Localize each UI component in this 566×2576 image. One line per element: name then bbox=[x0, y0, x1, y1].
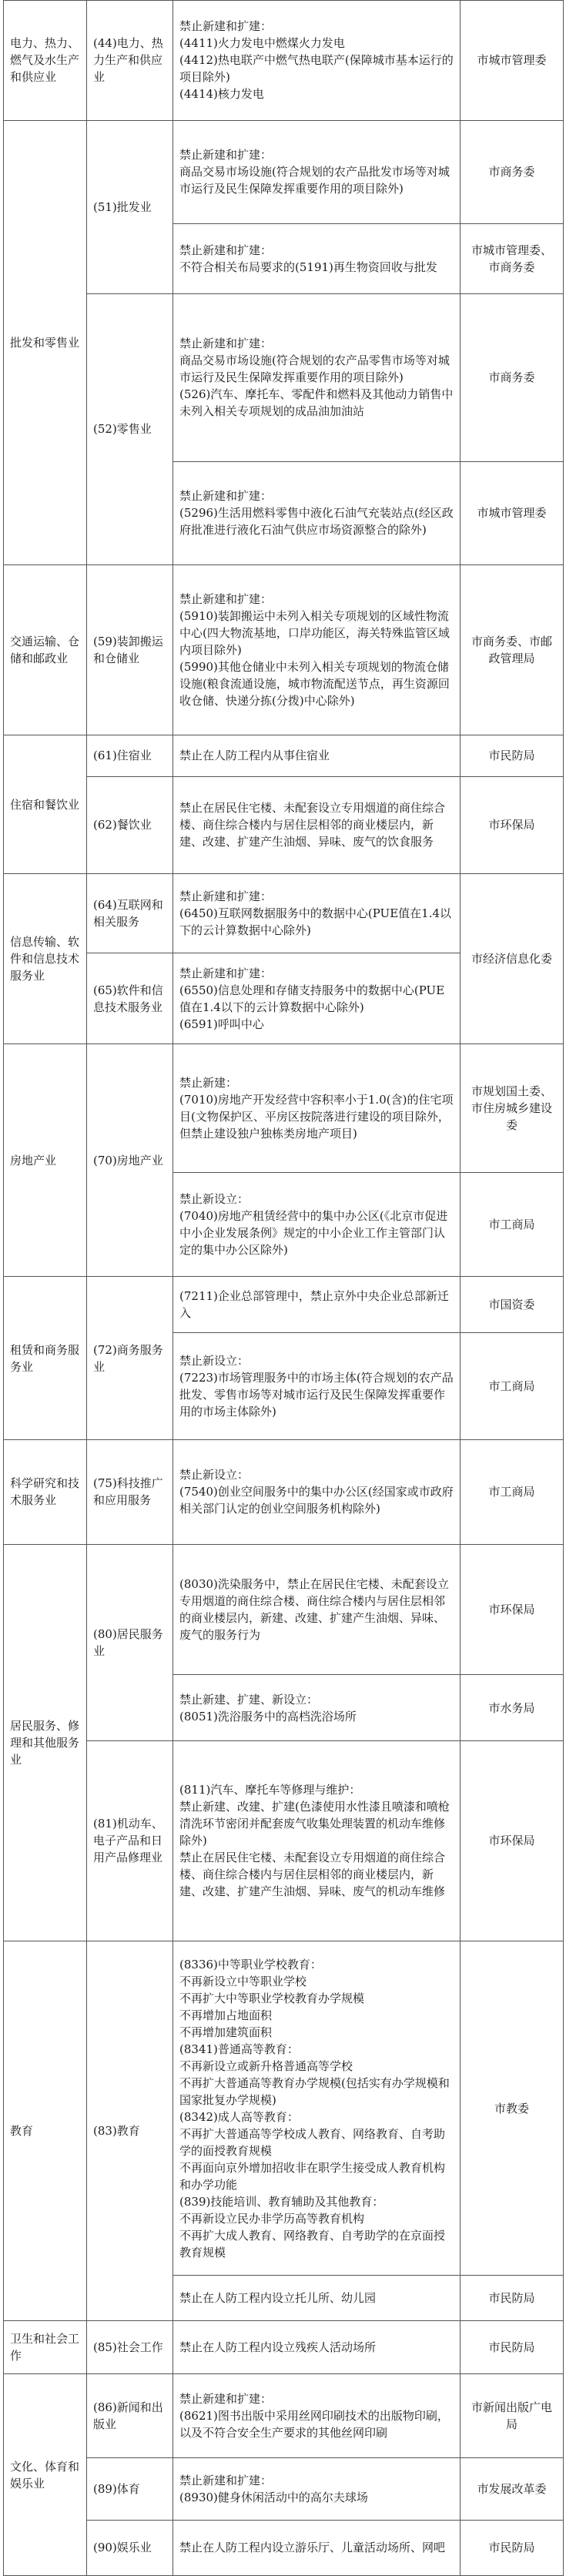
measure-line: (7540)创业空间服务中的集中办公区(经国家或市政府相关部门认定的创业空间服务机构除外) bbox=[179, 1485, 454, 1516]
measure-line: 禁止在人防工程内从事住宿业 bbox=[179, 749, 330, 763]
dept-cell bbox=[461, 776, 564, 874]
industry-label: 信息传输、软件和信息技术服务业 bbox=[10, 935, 80, 983]
table-row bbox=[4, 1276, 564, 1332]
dept-cell bbox=[461, 461, 564, 564]
class-cell bbox=[87, 120, 173, 293]
class-label: (90)娱乐业 bbox=[93, 2541, 152, 2555]
measure-cell bbox=[173, 461, 461, 564]
measure-line: 禁止在人防工程内设立托儿所、幼儿园 bbox=[179, 2291, 377, 2306]
measure-line: 不再面向京外增加招收非在职学生接受成人教育机构和办学功能 bbox=[179, 2160, 446, 2192]
measure-line: 商品交易市场设施(符合规划的农产品零售市场等对城市运行及民生保障发挥重要作用的项目除外) bbox=[179, 353, 450, 385]
measure-line: 禁止新设立： bbox=[179, 1354, 250, 1368]
industry-cell bbox=[4, 1941, 87, 2321]
table-row bbox=[4, 2321, 564, 2374]
measure-line: (7211)企业总部管理中，禁止京外中央企业总部新迁入 bbox=[179, 1288, 449, 1320]
industry-label: 批发和零售业 bbox=[10, 335, 80, 350]
measure-cell bbox=[173, 1675, 461, 1741]
measure-line: 禁止新建和扩建： bbox=[179, 2474, 273, 2488]
dept-cell bbox=[461, 1941, 564, 2276]
dept-label: 市经济信息化委 bbox=[471, 952, 552, 966]
measure-cell bbox=[173, 1544, 461, 1675]
class-label: (70)房地产业 bbox=[93, 1153, 163, 1167]
measure-line: (8342)成人高等教育： bbox=[179, 2109, 299, 2124]
table-row bbox=[4, 2458, 564, 2520]
dept-cell bbox=[461, 1440, 564, 1544]
table-row bbox=[4, 1044, 564, 1172]
class-cell bbox=[87, 1440, 173, 1544]
measure-line: (7010)房地产开发经营中容积率小于1.0(含)的住宅项目(文物保护区、平房区按院落进行建设的项目除外，但禁止建设独户独栋类房地产项目) bbox=[179, 1093, 454, 1141]
measure-cell bbox=[173, 1740, 461, 1941]
class-cell bbox=[87, 2321, 173, 2374]
class-cell bbox=[87, 1740, 173, 1941]
dept-label: 市工商局 bbox=[488, 1485, 535, 1499]
class-label: (86)新闻和出版业 bbox=[93, 2400, 163, 2432]
class-cell bbox=[87, 2458, 173, 2520]
industry-cell bbox=[4, 564, 87, 735]
class-label: (59)装卸搬运和仓储业 bbox=[93, 634, 163, 665]
measure-line: 不再扩大普通高等学校成人教育、网络教育、自考助学的面授教育规模 bbox=[179, 2126, 446, 2158]
measure-cell bbox=[173, 1, 461, 121]
dept-label: 市工商局 bbox=[488, 1217, 535, 1231]
measure-line: (8051)洗浴服务中的高档洗浴场所 bbox=[179, 1709, 357, 1723]
measure-line: 不再扩大中等职业学校教育办学规模 bbox=[179, 1991, 365, 2005]
measure-cell bbox=[173, 1440, 461, 1544]
table-row bbox=[4, 293, 564, 461]
dept-label: 市商务委 bbox=[488, 370, 535, 385]
dept-cell bbox=[461, 2458, 564, 2520]
measure-line: 禁止新建和扩建： bbox=[179, 243, 273, 257]
dept-cell bbox=[461, 1675, 564, 1741]
dept-label: 市民防局 bbox=[488, 2340, 535, 2355]
class-label: (89)体育 bbox=[93, 2482, 140, 2497]
measure-line: (526)汽车、摩托车、零配件和燃料及其他动力销售中未列入相关专项规划的成品油加油站 bbox=[179, 387, 454, 419]
class-cell bbox=[87, 1544, 173, 1740]
measure-line: (8336)中等职业学校教育： bbox=[179, 1957, 322, 1971]
table-row bbox=[4, 1941, 564, 2276]
industry-cell bbox=[4, 120, 87, 564]
class-label: (80)居民服务业 bbox=[93, 1626, 163, 1658]
dept-label: 市环保局 bbox=[488, 1602, 535, 1616]
dept-label: 市环保局 bbox=[488, 1834, 535, 1848]
dept-label: 市城市管理委 bbox=[477, 506, 547, 521]
dept-label: 市发展改革委 bbox=[477, 2482, 547, 2497]
measure-line: 禁止新建和扩建： bbox=[179, 966, 273, 980]
measure-line: 商品交易市场设施(符合规划的农产品批发市场等对城市运行及民生保障发挥重要作用的项目除外) bbox=[179, 165, 450, 196]
industry-label: 房地产业 bbox=[10, 1153, 57, 1167]
industry-label: 教育 bbox=[10, 2124, 34, 2138]
class-label: (64)互联网和相关服务 bbox=[93, 898, 163, 930]
dept-cell bbox=[461, 735, 564, 777]
table-row bbox=[4, 120, 564, 223]
class-label: (52)零售业 bbox=[93, 422, 152, 437]
measure-cell bbox=[173, 1172, 461, 1276]
class-label: (62)餐饮业 bbox=[93, 818, 152, 832]
measure-cell bbox=[173, 1941, 461, 2276]
measure-line: 禁止新建和扩建： bbox=[179, 148, 273, 162]
measure-line: 禁止新建和扩建： bbox=[179, 591, 273, 606]
industry-cell bbox=[4, 735, 87, 874]
measure-line: (811)汽车、摩托车等修理与维护： bbox=[179, 1783, 361, 1797]
industry-cell bbox=[4, 1544, 87, 1941]
measure-line: 不再扩大成人教育、网络教育、自考助学的在京面授教育规模 bbox=[179, 2228, 446, 2259]
dept-label: 市教委 bbox=[494, 2101, 529, 2115]
class-label: (51)批发业 bbox=[93, 199, 152, 214]
class-label: (65)软件和信息技术服务业 bbox=[93, 983, 163, 1014]
measure-line: (8930)健身休闲活动中的高尔夫球场 bbox=[179, 2491, 368, 2505]
measure-line: (4411)火力发电中燃煤火力发电 bbox=[179, 36, 345, 51]
industry-label: 居民服务、修理和其他服务业 bbox=[10, 1718, 80, 1767]
measure-cell bbox=[173, 1276, 461, 1332]
measure-cell bbox=[173, 1332, 461, 1440]
measure-cell bbox=[173, 735, 461, 777]
measure-line: (7223)市场管理服务中的市场主体(符合规划的农产品批发、零售市场等对城市运行及民生保障发挥重要作用的市场主体除外) bbox=[179, 1371, 454, 1419]
class-cell bbox=[87, 874, 173, 953]
class-label: (85)社会工作 bbox=[93, 2340, 163, 2355]
dept-cell bbox=[461, 1332, 564, 1440]
dept-label: 市商务委 bbox=[488, 165, 535, 179]
dept-cell bbox=[461, 1, 564, 121]
measure-line: (6550)信息处理和存储支持服务中的数据中心(PUE值在1.4以下的云计算数据中心除外) bbox=[179, 983, 445, 1014]
table-row bbox=[4, 564, 564, 735]
measure-line: 禁止新设立： bbox=[179, 1191, 250, 1206]
industry-label: 科学研究和技术服务业 bbox=[10, 1476, 80, 1508]
measure-line: 禁止新建和扩建： bbox=[179, 337, 273, 351]
dept-cell bbox=[461, 2321, 564, 2374]
dept-label: 市环保局 bbox=[488, 818, 535, 832]
class-label: (83)教育 bbox=[93, 2124, 140, 2138]
dept-label: 市新闻出版广电局 bbox=[471, 2400, 552, 2432]
measure-line: (6591)呼叫中心 bbox=[179, 1017, 264, 1031]
dept-label: 市水务局 bbox=[488, 1700, 535, 1715]
table-row bbox=[4, 776, 564, 874]
measure-cell bbox=[173, 874, 461, 953]
dept-cell bbox=[461, 223, 564, 293]
dept-label: 市城市管理委 bbox=[477, 53, 547, 68]
class-label: (61)住宿业 bbox=[93, 749, 152, 763]
measure-line: (5296)生活用燃料零售中液化石油气充装站点(经区政府批准进行液化石油气供应市场资源整合的除外) bbox=[179, 506, 454, 538]
dept-cell bbox=[461, 874, 564, 1044]
table-row bbox=[4, 1544, 564, 1675]
class-label: (72)商务服务业 bbox=[93, 1342, 163, 1374]
measure-cell bbox=[173, 2458, 461, 2520]
class-cell bbox=[87, 293, 173, 564]
measure-line: (5990)其他仓储业中未列入相关专项规划的物流仓储设施(粮食流通设施，城市物流配送节点，再生资源回收仓储、快递分拣(分拨)中心除外) bbox=[179, 659, 450, 708]
measure-line: (5910)装卸搬运中未列入相关专项规划的区域性物流中心(四大物流基地，口岸功能区，海关特殊监管区域内项目除外) bbox=[179, 608, 450, 657]
industry-cell bbox=[4, 1044, 87, 1277]
measure-line: (839)技能培训、教育辅助及其他教育： bbox=[179, 2194, 384, 2209]
measure-line: 禁止在居民住宅楼、未配套设立专用烟道的商住综合楼、商住综合楼内与居住层相邻的商业楼层内，新建、改建、扩建产生油烟、异味、废气的机动车维修 bbox=[179, 1851, 446, 1899]
measure-line: 禁止在居民住宅楼、未配套设立专用烟道的商住综合楼、商住综合楼内与居住层相邻的商业楼层内，新建、改建、扩建产生油烟、异味、废气的饮食服务 bbox=[179, 801, 446, 849]
class-cell bbox=[87, 776, 173, 874]
dept-label: 市工商局 bbox=[488, 1379, 535, 1394]
class-cell bbox=[87, 1, 173, 121]
measure-line: 禁止新建和扩建： bbox=[179, 19, 273, 34]
measure-line: 禁止在人防工程内设立游乐厅、儿童活动场所、网吧 bbox=[179, 2541, 446, 2555]
industry-cell bbox=[4, 1276, 87, 1439]
dept-label: 市民防局 bbox=[488, 2291, 535, 2306]
industry-cell bbox=[4, 2321, 87, 2374]
measure-line: 禁止新建和扩建： bbox=[179, 2392, 273, 2407]
measure-line: 禁止新建和扩建： bbox=[179, 889, 273, 904]
measure-line: 不再增加建筑面积 bbox=[179, 2025, 273, 2039]
table-row bbox=[4, 735, 564, 777]
measure-line: 禁止新建、扩建、新设立： bbox=[179, 1692, 319, 1707]
measure-cell bbox=[173, 2520, 461, 2575]
measure-line: 禁止新建： bbox=[179, 1076, 238, 1090]
class-cell bbox=[87, 735, 173, 777]
class-label: (75)科技推广和应用服务 bbox=[93, 1476, 163, 1508]
measure-cell bbox=[173, 776, 461, 874]
dept-cell bbox=[461, 1740, 564, 1941]
measure-line: 禁止新设立： bbox=[179, 1468, 250, 1482]
measure-line: 不再扩大普通高等教育办学规模(包括实有办学规模和国家批复办学规模) bbox=[179, 2075, 450, 2107]
measure-line: (6450)互联网数据服务中的数据中心(PUE值在1.4以下的云计算数据中心除外) bbox=[179, 906, 452, 938]
industry-cell bbox=[4, 1440, 87, 1544]
industry-cell bbox=[4, 874, 87, 1044]
restriction-table bbox=[3, 0, 564, 2576]
table-row bbox=[4, 1, 564, 121]
measure-line: 禁止新建、改建、扩建(色漆使用水性漆且喷漆和喷枪清洗环节密闭并配套废气收集处理装置的机动车维修除外) bbox=[179, 1800, 450, 1848]
class-cell bbox=[87, 1276, 173, 1439]
industry-label: 住宿和餐饮业 bbox=[10, 797, 80, 812]
measure-line: 禁止在人防工程内设立残疾人活动场所 bbox=[179, 2340, 377, 2355]
industry-cell bbox=[4, 2374, 87, 2576]
class-cell bbox=[87, 2374, 173, 2458]
dept-label: 市民防局 bbox=[488, 749, 535, 763]
measure-line: 不再新设立民办非学历高等教育机构 bbox=[179, 2211, 365, 2226]
measure-cell bbox=[173, 2276, 461, 2321]
measure-line: (4414)核力发电 bbox=[179, 87, 264, 102]
dept-label: 市商务委、市邮政管理局 bbox=[471, 634, 552, 665]
measure-cell bbox=[173, 2374, 461, 2458]
measure-line: 不再新设立或新升格普通高等学校 bbox=[179, 2058, 353, 2073]
measure-line: (4412)热电联产中燃气热电联产(保障城市基本运行的项目除外) bbox=[179, 53, 454, 85]
table-row bbox=[4, 1740, 564, 1941]
dept-cell bbox=[461, 2374, 564, 2458]
measure-line: (8030)洗染服务中，禁止在居民住宅楼、未配套设立专用烟道的商住综合楼、商住综合楼内与居住层相邻的商业楼层内，新建、改建、扩建产生油烟、异味、废气的服务行为 bbox=[179, 1576, 449, 1642]
class-cell bbox=[87, 564, 173, 735]
class-cell bbox=[87, 2520, 173, 2575]
measure-cell bbox=[173, 564, 461, 735]
measure-line: 不符合相关布局要求的(5191)再生物资回收与批发 bbox=[179, 260, 437, 274]
measure-line: (7040)房地产租赁经营中的集中办公区(《北京市促进中小企业发展条例》规定的中小企业工作主管部门认定的集中办公区除外) bbox=[179, 1208, 448, 1257]
industry-label: 文化、体育和娱乐业 bbox=[10, 2459, 80, 2491]
dept-cell bbox=[461, 1544, 564, 1675]
class-label: (81)机动车、电子产品和日用产品修理业 bbox=[93, 1817, 163, 1865]
dept-cell bbox=[461, 2276, 564, 2321]
measure-cell bbox=[173, 120, 461, 223]
dept-cell bbox=[461, 1172, 564, 1276]
measure-cell bbox=[173, 2321, 461, 2374]
dept-label: 市城市管理委、市商务委 bbox=[471, 243, 552, 274]
measure-cell bbox=[173, 293, 461, 461]
measure-line: 不再新设立中等职业学校 bbox=[179, 1974, 307, 1988]
dept-cell bbox=[461, 120, 564, 223]
measure-cell bbox=[173, 953, 461, 1044]
table-row bbox=[4, 2520, 564, 2575]
dept-cell bbox=[461, 1276, 564, 1332]
industry-label: 交通运输、仓储和邮政业 bbox=[10, 634, 80, 665]
dept-label: 市国资委 bbox=[488, 1297, 535, 1311]
dept-label: 市民防局 bbox=[488, 2541, 535, 2555]
table-row bbox=[4, 2374, 564, 2458]
table-row bbox=[4, 1440, 564, 1544]
dept-cell bbox=[461, 564, 564, 735]
industry-label: 卫生和社会工作 bbox=[10, 2332, 80, 2363]
measure-cell bbox=[173, 223, 461, 293]
table-row bbox=[4, 874, 564, 953]
measure-line: 禁止新建和扩建： bbox=[179, 489, 273, 504]
class-cell bbox=[87, 1044, 173, 1277]
measure-line: (8341)普通高等教育： bbox=[179, 2042, 299, 2056]
class-cell bbox=[87, 953, 173, 1044]
dept-cell bbox=[461, 2520, 564, 2575]
class-cell bbox=[87, 1941, 173, 2321]
measure-line: (8621)图书出版中采用丝网印刷技术的出版物印刷，以及不符合安全生产要求的其他丝网印刷 bbox=[179, 2409, 449, 2440]
measure-cell bbox=[173, 1044, 461, 1172]
class-label: (44)电力、热力生产和供应业 bbox=[93, 36, 163, 85]
industry-label: 租赁和商务服务业 bbox=[10, 1342, 80, 1374]
dept-cell bbox=[461, 293, 564, 461]
industry-label: 电力、热力、燃气及水生产和供应业 bbox=[10, 36, 80, 85]
dept-cell bbox=[461, 1044, 564, 1172]
industry-cell bbox=[4, 1, 87, 121]
dept-label: 市规划国土委、市住房城乡建设委 bbox=[471, 1084, 552, 1133]
measure-line: 不再增加占地面积 bbox=[179, 2008, 273, 2022]
